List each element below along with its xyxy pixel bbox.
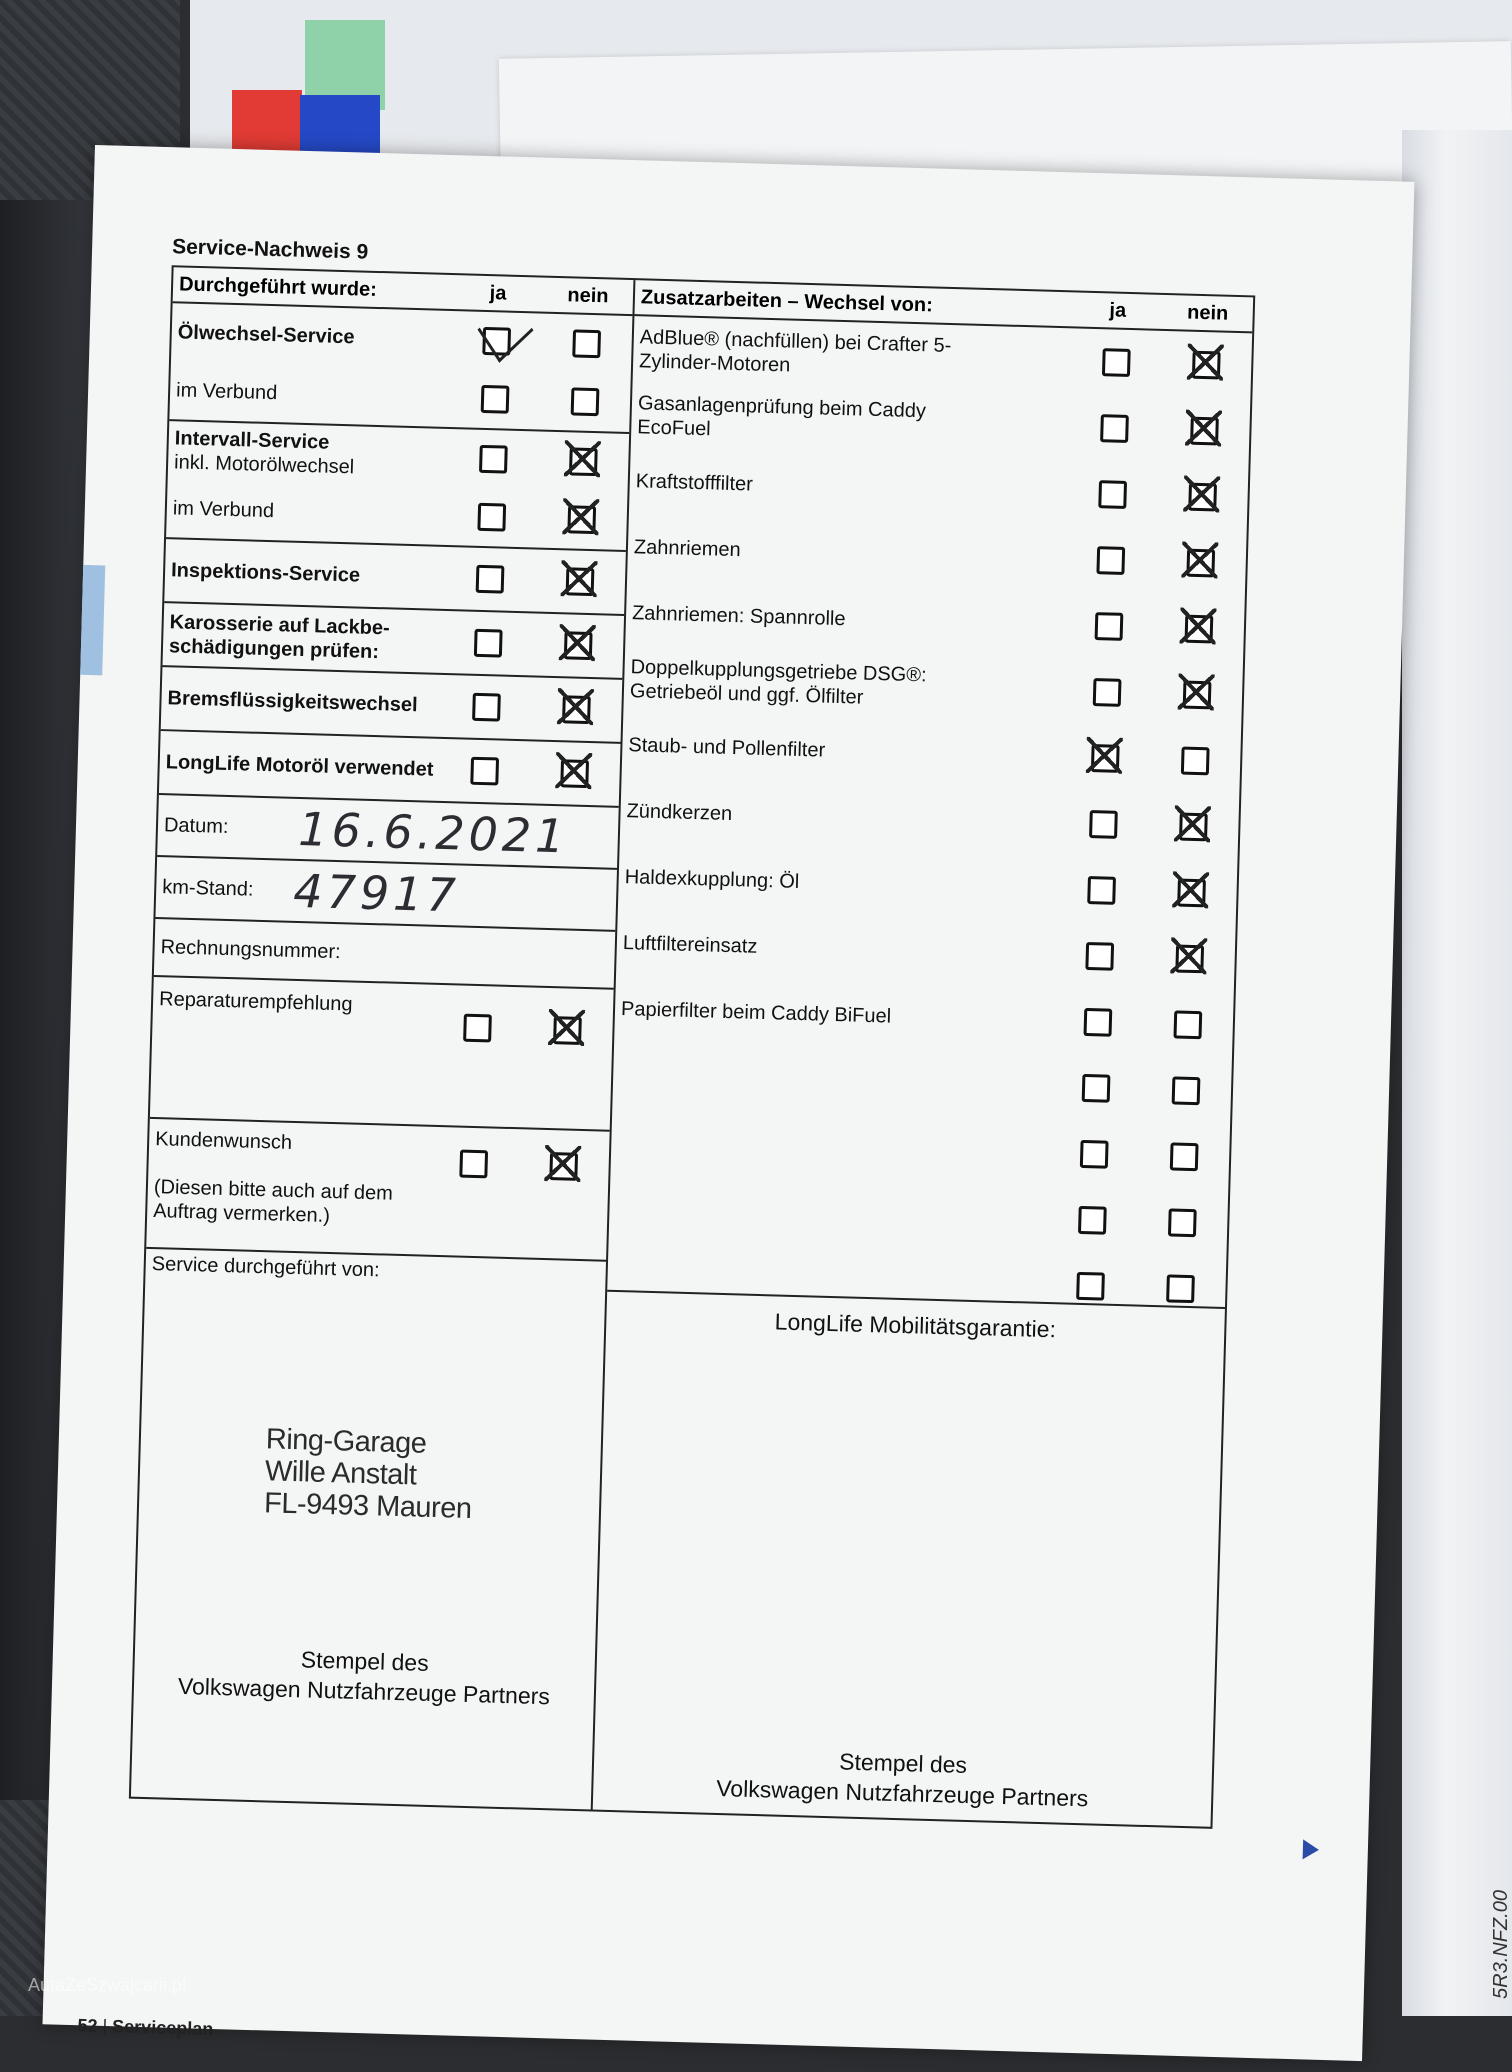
form-title: Service-Nachweis 9 [171,235,369,264]
right-row-ja-checkbox[interactable] [1060,743,1151,774]
right-row-label [631,391,1070,451]
checkbox-icon [1089,810,1118,839]
right-row-ja-checkbox[interactable] [1065,545,1156,576]
left-row-label [159,750,440,782]
checkbox-icon [472,693,501,722]
left-row-ja-checkbox[interactable] [451,326,542,357]
watermark: AutaZeSzwajcarii.pl [28,1975,187,1995]
checkbox-checked-icon [560,759,589,788]
checkbox-checked-icon [1179,813,1208,842]
left-column [131,267,636,1809]
km-label: km-Stand: [161,876,254,901]
dealer-stamp [264,1423,474,1525]
stamp-caption-left [134,1640,595,1713]
left-header-label: Durchgeführt wurde: [178,272,378,301]
left-row-nein-checkbox[interactable] [536,504,627,535]
right-row-title: Kraftstofffilter [635,470,754,496]
stamp-caption-right [593,1740,1212,1817]
left-row-ja-checkbox[interactable] [443,628,534,659]
left-row-ja-checkbox[interactable] [448,444,539,475]
right-row-ja-checkbox[interactable] [1064,611,1155,642]
checkbox-checked-icon [1091,744,1120,773]
checkbox-checked-icon [566,567,595,596]
left-row-nein-checkbox[interactable] [540,387,631,418]
left-row-ja-checkbox[interactable] [445,564,536,595]
kunden-note-line1: (Diesen bitte auch auf dem [153,1176,394,1205]
left-row-label [165,558,446,590]
footer-section: Serviceplan [111,2016,214,2040]
checkbox-icon [1082,1074,1111,1103]
right-header-label: Zusatzarbeiten – Wechsel von: [640,285,934,316]
checkbox-icon [1098,480,1127,509]
checkbox-icon [1168,1208,1197,1237]
checkbox-icon [1102,348,1131,377]
stamp-line3: FL-9493 Mauren [263,1487,472,1526]
right-row-nein-checkbox[interactable] [1139,1142,1230,1173]
right-row-ja-checkbox[interactable] [1058,809,1149,840]
right-row-nein-checkbox[interactable] [1135,1274,1226,1305]
right-row-label [633,325,1072,385]
left-row-subtitle: inkl. Motorölwechsel [173,451,355,479]
left-row-ja-checkbox[interactable] [439,756,530,787]
right-row-nein-checkbox[interactable] [1142,1010,1233,1041]
checkbox-icon [1087,876,1116,905]
right-row-ja-checkbox[interactable] [1047,1205,1138,1236]
checkbox-icon [1084,1008,1113,1037]
right-row-ja-checkbox[interactable] [1067,479,1158,510]
stamp-area-left [133,1280,605,1723]
right-row-title: Staub- und Pollenfilter [628,734,826,762]
checkbox-icon [459,1150,488,1179]
right-row-nein-checkbox[interactable] [1137,1208,1228,1239]
stamp-line2: Wille Anstalt [264,1455,417,1492]
checkbox-icon [481,385,510,414]
checkbox-icon [572,329,601,358]
right-row-title: Papierfilter beim Caddy BiFuel [620,998,892,1028]
left-row-nein-checkbox[interactable] [538,447,629,478]
side-code: 5R3.NFZ.00 [1490,1890,1512,1999]
checkbox-icon [1078,1206,1107,1235]
checkbox-icon [1096,546,1125,575]
right-row-nein-checkbox[interactable] [1144,944,1235,975]
reparatur-nein[interactable] [522,1015,613,1046]
blue-page-edge [80,565,105,676]
checkbox-icon [1172,1076,1201,1105]
page-number: 52 [77,2015,98,2036]
right-row-ja-checkbox[interactable] [1071,347,1162,378]
service-form [129,235,1252,1829]
checkbox-checked-icon [553,1016,582,1045]
right-row-title: Luftfiltereinsatz [622,932,758,958]
stamp-caption-right-line1: Stempel des [838,1748,968,1778]
left-row-title: Inspektions-Service [170,559,361,587]
page-footer: 52 | Serviceplan [77,2015,214,2040]
kunden-note-line2: Auftrag vermerken.) [152,1200,331,1227]
right-row-label [620,799,1058,835]
right-row-label [608,1273,1046,1285]
checkbox-checked-icon [1186,549,1215,578]
checkbox-icon [1100,414,1129,443]
right-row-label [617,931,1055,967]
service-booklet-page [43,145,1415,2061]
form-grid [129,265,1255,1829]
right-row-ja-checkbox[interactable] [1049,1139,1140,1170]
kunden-ja[interactable] [428,1149,519,1180]
right-row-ja-checkbox[interactable] [1051,1073,1142,1104]
checkbox-icon [1166,1274,1195,1303]
right-row-label [615,997,1053,1033]
checkbox-checked-icon [562,695,591,724]
checkbox-checked-icon [569,447,598,476]
ja-header: ja [1109,298,1127,322]
right-row-title: Gasanlagenprüfung beim Caddy [637,392,927,423]
reparatur-ja[interactable] [432,1013,523,1044]
right-row-title: Zahnriemen [633,536,741,562]
checkbox-icon [474,629,503,658]
left-row-ja-checkbox[interactable] [450,384,541,415]
ja-header: ja [489,281,507,305]
right-row-label [629,469,1067,505]
kunden-nein[interactable] [518,1151,609,1182]
left-row-label [170,378,451,410]
checkbox-icon [1181,747,1210,776]
next-page-arrow-icon [1303,1839,1320,1859]
left-row-nein-checkbox[interactable] [533,630,624,661]
left-row-ja-checkbox[interactable] [446,502,537,533]
checkbox-checked-icon [567,505,596,534]
checkbox-checked-icon [564,631,593,660]
checkbox-icon [1076,1272,1105,1301]
right-row-nein-checkbox[interactable] [1150,746,1241,777]
checkbox-icon [1080,1140,1109,1169]
left-row-label [163,610,444,666]
right-row-nein-checkbox[interactable] [1155,548,1246,579]
checkbox-icon [1095,612,1124,641]
checkbox-icon [470,757,499,786]
right-row-ja-checkbox[interactable] [1062,677,1153,708]
checkbox-checked-icon [1192,351,1221,380]
right-row-nein-checkbox[interactable] [1148,812,1239,843]
stamp-caption-left-line1: Stempel des [300,1646,430,1676]
right-row-subtitle: Zylinder-Motoren [638,350,791,377]
left-row-title: Bremsflüssigkeitswechsel [167,687,418,717]
checkbox-checked-icon [1185,615,1214,644]
left-row-title: Karosserie auf Lackbe- [169,611,391,640]
checkbox-icon [479,445,508,474]
datum-label: Datum: [163,814,229,838]
nein-header: nein [1186,301,1229,325]
checkbox-checked-icon [1183,681,1212,710]
right-row-label [624,655,1063,715]
checkbox-checked-icon [1175,944,1204,973]
right-row-nein-checkbox[interactable] [1146,878,1237,909]
rechnung-label: Rechnungsnummer: [160,936,341,964]
right-row-nein-checkbox[interactable] [1159,416,1250,447]
right-row-title: Haldexkupplung: Öl [624,866,800,893]
left-row-title: Ölwechsel-Service [177,321,355,349]
checkbox-checked-icon [1188,483,1217,512]
left-row-ja-checkbox[interactable] [441,692,532,723]
checkbox-icon [1085,942,1114,971]
left-row-nein-checkbox[interactable] [529,758,620,789]
right-row-label [622,733,1060,769]
checkbox-icon [463,1014,492,1043]
right-row-subtitle: Getriebeöl und ggf. Ölfilter [629,680,864,709]
right-row-label [613,1075,1051,1087]
left-row-label [161,686,442,718]
right-column [593,280,1253,1827]
left-row-label [167,496,448,528]
right-row-label [618,865,1056,901]
left-row-title: Intervall-Service [174,427,330,454]
reparatur-row [150,977,614,1132]
right-row-ja-checkbox[interactable] [1053,1007,1144,1038]
service-by-label: Service durchgeführt von: [151,1253,380,1282]
checkbox-checked-icon [1177,879,1206,908]
datum-value: 16.6.2021 [297,801,570,864]
nein-header: nein [567,283,609,307]
stamp-caption-left-line2: Volkswagen Nutzfahrzeuge Partners [177,1672,551,1710]
checkbox-checked-icon [1190,417,1219,446]
left-row-label [171,320,452,352]
right-row-ja-checkbox[interactable] [1054,941,1145,972]
right-row-nein-checkbox[interactable] [1141,1076,1232,1107]
checkbox-icon [1093,678,1122,707]
checkbox-icon [1170,1142,1199,1171]
right-row-nein-checkbox[interactable] [1154,614,1245,645]
right-row-nein-checkbox[interactable] [1152,680,1243,711]
longlife-label: LongLife Mobilitätsgarantie: [774,1308,1057,1343]
kunden-label-block [147,1127,430,1231]
right-row-label [626,601,1064,637]
left-row-nein-checkbox[interactable] [541,329,632,360]
right-row-title: Zahnriemen: Spannrolle [631,602,846,631]
right-row-title: Zündkerzen [626,800,733,826]
right-row-subtitle: EcoFuel [637,416,711,441]
checkbox-icon [571,387,600,416]
reparatur-label: Reparaturempfehlung [158,988,353,1016]
stamp-caption-right-line2: Volkswagen Nutzfahrzeuge Partners [715,1774,1089,1812]
km-value: 47917 [292,863,461,923]
right-row-label [628,535,1066,571]
checkbox-checked-icon [482,327,511,356]
left-row-subtitle: schädigungen prüfen: [168,635,380,664]
right-row-title: Doppelkupplungsgetriebe DSG®: [630,656,927,687]
checkbox-icon [1173,1010,1202,1039]
right-row-ja-checkbox[interactable] [1045,1271,1136,1302]
longlife-area [593,1290,1225,1827]
left-row-nein-checkbox[interactable] [531,694,622,725]
checkbox-icon [476,565,505,594]
left-row-title: im Verbund [175,379,278,405]
left-row-nein-checkbox[interactable] [535,566,626,597]
right-row-label [610,1207,1048,1219]
left-row-title: LongLife Motoröl verwendet [165,751,434,781]
right-row-nein-checkbox[interactable] [1157,482,1248,513]
kunden-row [146,1119,609,1262]
right-row-ja-checkbox[interactable] [1069,413,1160,444]
right-row-nein-checkbox[interactable] [1161,350,1252,381]
left-row-label [168,426,449,482]
checkbox-checked-icon [549,1152,578,1181]
kunden-label: Kundenwunsch [154,1128,293,1154]
right-row-label [611,1141,1049,1153]
left-row-title: im Verbund [172,497,275,523]
stamp-line1: Ring-Garage [265,1423,427,1460]
right-row-title: AdBlue® (nachfüllen) bei Crafter 5- [639,326,952,357]
right-row-ja-checkbox[interactable] [1056,875,1147,906]
checkbox-icon [477,503,506,532]
booklet-next-page [1402,130,1512,2016]
